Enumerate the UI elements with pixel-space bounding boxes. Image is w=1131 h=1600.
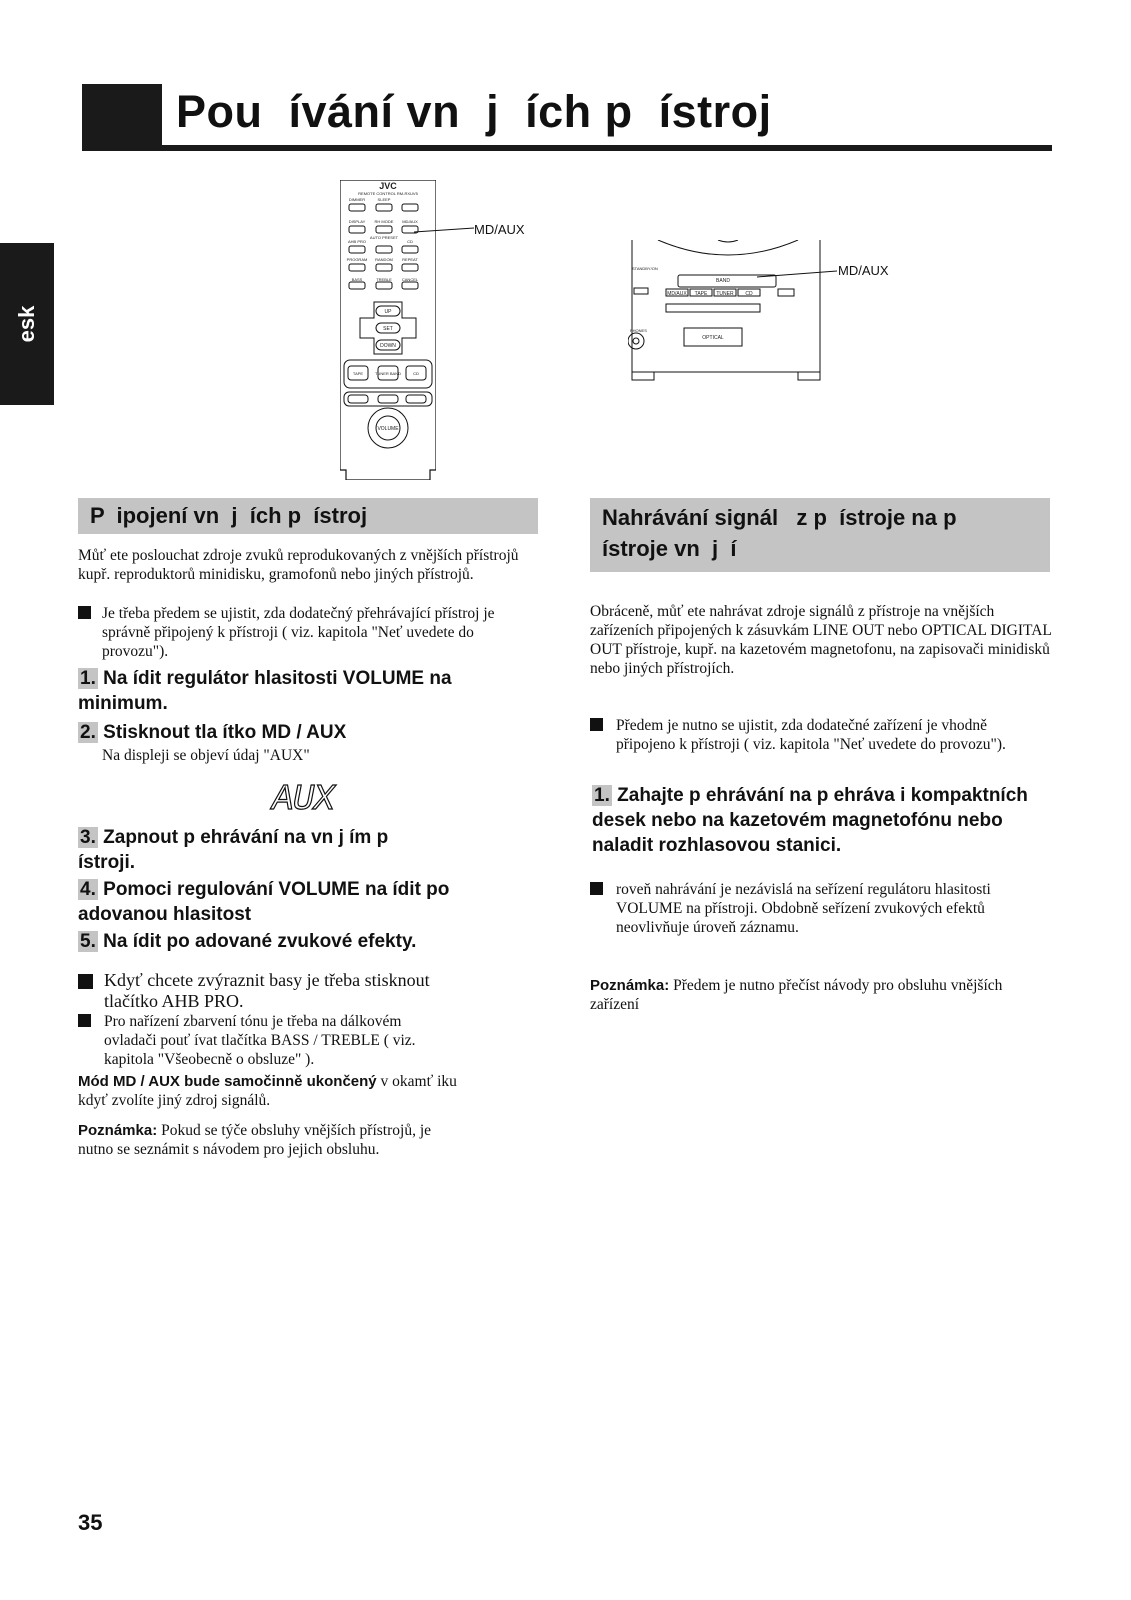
right-note-1 bbox=[590, 716, 1050, 754]
step-text: Na ídit regulátor hlasitosti VOLUME na minimum. bbox=[78, 668, 452, 714]
step-text: Zapnout p ehrávání na vn j ím p ístroji. bbox=[78, 827, 389, 873]
unit-label-band: BAND bbox=[716, 278, 730, 284]
unit-btn-tape: TAPE bbox=[694, 291, 708, 297]
unit-btn-md-aux: MD/AUX bbox=[667, 291, 687, 297]
right-step-1 bbox=[592, 783, 1032, 858]
unit-btn-cd: CD bbox=[745, 291, 753, 297]
page-title: Pou ívání vn j ích p ístroj bbox=[176, 86, 772, 137]
aux-display-graphic: AUX bbox=[272, 779, 334, 820]
main-unit-illustration bbox=[628, 240, 824, 390]
right-note-2 bbox=[590, 880, 1050, 937]
remote-volume-label: VOLUME bbox=[377, 426, 399, 432]
square-bullet-icon bbox=[78, 974, 93, 989]
remote-btn-dimmer: DIMMER bbox=[348, 197, 366, 202]
step-number: 1. bbox=[594, 785, 610, 806]
remote-model: REMOTE CONTROL RM-RXUV5 bbox=[358, 191, 418, 196]
mode-note-rest: v okamť iku kdyť zvolíte jiný zdroj signálů. bbox=[78, 1073, 457, 1109]
right-final-note bbox=[590, 976, 1050, 1014]
note-text: Pokud se týče obsluhy vnějších přístrojů, je nutno se seznámit s návodem pro jejich obsluhu. bbox=[78, 1122, 432, 1158]
unit-callout-md-aux: MD/AUX bbox=[838, 263, 889, 278]
mode-note-bold: Mód MD / AUX bude samočinně ukončený bbox=[78, 1073, 377, 1090]
side-tab-label: esk bbox=[14, 305, 39, 343]
unit-callout-line bbox=[757, 267, 837, 279]
step-text: Zahajte p ehrávání na p ehráva i kompaktních desek nebo na kazetovém magnetofónu nebo naladit rozhlasovou stanici. bbox=[592, 785, 1028, 856]
header-black-block bbox=[82, 84, 162, 150]
remote-btn-md-aux: MD/AUX bbox=[402, 219, 418, 224]
left-bullet-b-text: Pro nařízení zbarvení tónu je třeba na dálkovém ovladači pouť ívat tlačítka BASS / TREBLE ( viz. kapitola "Všeobecně o obsluze" ). bbox=[104, 1013, 416, 1068]
left-step-5 bbox=[78, 929, 528, 954]
left-bullet-a-text: Kdyť chcete zvýraznit basy je třeba stisknout tlačítko AHB PRO. bbox=[104, 970, 430, 1011]
left-step-1 bbox=[78, 666, 528, 716]
remote-btn-repeat: REPEAT bbox=[402, 257, 418, 262]
left-bullet-b bbox=[78, 1012, 438, 1069]
remote-btn-up: UP bbox=[384, 309, 392, 315]
note-label: Poznámka: bbox=[590, 977, 670, 994]
left-step-4 bbox=[78, 877, 478, 927]
remote-btn-auto-preset: AUTO PRESET bbox=[369, 235, 399, 240]
left-mode-note bbox=[78, 1072, 478, 1110]
left-note-1 bbox=[78, 604, 528, 661]
remote-btn-tape: TAPE bbox=[352, 371, 364, 376]
left-step-3 bbox=[78, 825, 448, 875]
step-text: Na ídit po adované zvukové efekty. bbox=[103, 931, 417, 952]
square-bullet-icon bbox=[590, 882, 603, 895]
remote-btn-tuner-band: TUNER BAND bbox=[374, 371, 402, 376]
remote-btn-set: SET bbox=[383, 326, 393, 332]
unit-label-phones: PHONES bbox=[630, 328, 647, 333]
remote-btn-treble: TREBLE bbox=[376, 277, 392, 282]
unit-label-optical: OPTICAL bbox=[702, 335, 724, 341]
language-side-tab bbox=[0, 243, 54, 405]
remote-btn-sleep: SLEEP bbox=[377, 197, 391, 202]
note-label: Poznámka: bbox=[78, 1122, 158, 1139]
left-section-heading: P ipojení vn j ích p ístroj bbox=[78, 498, 538, 534]
right-section-heading bbox=[590, 498, 1050, 572]
remote-brand: JVC bbox=[379, 181, 397, 191]
step-number: 4. bbox=[80, 879, 96, 900]
step-number: 1. bbox=[80, 668, 96, 689]
page-number: 35 bbox=[78, 1510, 103, 1535]
step-number: 3. bbox=[80, 827, 96, 848]
remote-btn-ahb-pro: AHB PRO bbox=[347, 239, 367, 244]
step-text: Pomoci regulování VOLUME na ídit po adovanou hlasitost bbox=[78, 879, 450, 925]
remote-btn-cd-eject: CD bbox=[407, 239, 413, 244]
left-final-note bbox=[78, 1121, 458, 1159]
left-step-2-sub: Na displeji se objeví údaj "AUX" bbox=[102, 747, 310, 764]
remote-btn-cd: CD bbox=[413, 371, 419, 376]
step-text: Stisknout tla ítko MD / AUX bbox=[103, 722, 347, 743]
left-bullet-a bbox=[78, 970, 478, 1012]
left-note-1-text: Je třeba předem se ujistit, zda dodatečný přehrávající přístroj je správně připojený k přístroji ( viz. kapitola "Neť uvedete do provozu"). bbox=[102, 605, 495, 660]
remote-btn-rh-mode: RH MODE bbox=[374, 219, 394, 224]
remote-callout-md-aux: MD/AUX bbox=[474, 222, 525, 237]
square-bullet-icon bbox=[78, 606, 91, 619]
remote-btn-program: PROGRAM bbox=[346, 257, 368, 262]
remote-btn-cancel: CANCEL bbox=[401, 277, 419, 282]
remote-btn-bass: BASS bbox=[351, 277, 363, 282]
unit-label-standby: STANDBY/ON bbox=[632, 266, 658, 271]
square-bullet-icon bbox=[78, 1014, 91, 1027]
right-note-1-text: Předem je nutno se ujistit, zda dodatečné zařízení je vhodně připojeno k přístroji ( viz. kapitola "Neť uvedete do provozu"). bbox=[616, 717, 1006, 753]
remote-btn-random: RANDOM bbox=[375, 257, 393, 262]
left-step-2 bbox=[78, 720, 528, 745]
step-number: 5. bbox=[80, 931, 96, 952]
right-section-heading-text: Nahrávání signál z p ístroje na p ístroje vn j í bbox=[602, 505, 969, 561]
unit-btn-tuner: TUNER bbox=[716, 291, 734, 297]
left-intro: Můť ete poslouchat zdroje zvuků reprodukovaných z vnějších přístrojů kupř. reproduktorů minidisku, gramofonů nebo jiných přístrojů. bbox=[78, 547, 519, 583]
remote-btn-display: DISPLAY bbox=[348, 219, 366, 224]
right-note-2-text: roveň nahrávání je nezávislá na seřízení regulátoru hlasitosti VOLUME na přístroji. Obdobně seřízení zvukových efektů neovlivňuje úroveň záznamu. bbox=[616, 881, 991, 936]
remote-callout-line bbox=[414, 224, 474, 236]
right-intro: Obráceně, můť ete nahrávat zdroje signálů z přístroje na vnějších zařízeních připojených k zásuvkám LINE OUT nebo OPTICAL DIGITAL OUT přístroje, kupř. na kazetovém magnetofonu, na zapisovači minidisků nebo jiných přístrojích. bbox=[590, 603, 1052, 677]
step-number: 2. bbox=[80, 722, 96, 743]
header-rule bbox=[82, 145, 1052, 151]
note-text: Předem je nutno přečíst návody pro obsluhu vnějších zařízení bbox=[590, 977, 1003, 1013]
square-bullet-icon bbox=[590, 718, 603, 731]
remote-btn-down: DOWN bbox=[380, 343, 396, 349]
